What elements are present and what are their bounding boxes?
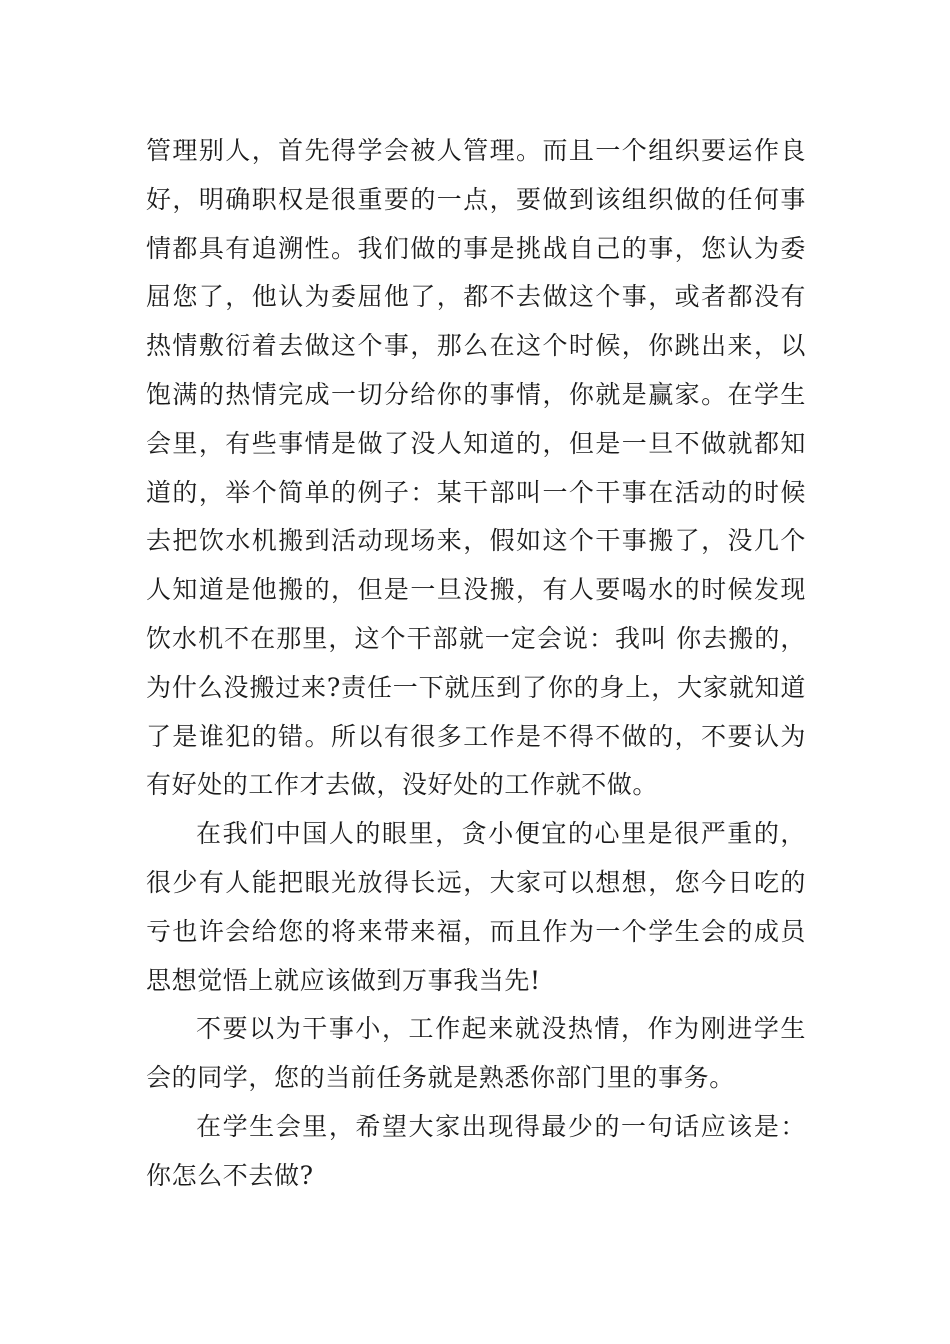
document-body (146, 127, 806, 1201)
paragraph-4: 在学生会里，希望大家出现得最少的一句话应该是：你怎么不去做? (146, 1111, 806, 1190)
paragraph-1: 管理别人，首先得学会被人管理。而且一个组织要运作良好，明确职权是很重要的一点，要做到该组织做的任何事情都具有追溯性。我们做的事是挑战自己的事，您认为委屈您了，他认为委屈他了，都不去做这个事，或者都没有热情敷衍着去做这个事，那么在这个时候，你跳出来，以饱满的热情完成一切分给你的事情，你就是赢家。在学生会里，有些事情是做了没人知道的，但是一旦不做就都知道的，举个简单的例子：某干部叫一个干事在活动的时候去把饮水机搬到活动现场来，假如这个干事搬了，没几个人知道是他搬的，但是一旦没搬，有人要喝水的时候发现饮水机不在那里，这个干部就一定会说：我叫 你去搬的，为什么没搬过来?责任一下就压到了你的身上，大家就知道了是谁犯的错。所以有很多工作是不得不做的，不要认为有好处的工作才去做，没好处的工作就不做。 (146, 136, 806, 800)
paragraph-3: 不要以为干事小，工作起来就没热情，作为刚进学生会的同学，您的当前任务就是熟悉你部门里的事务。 (146, 1014, 806, 1093)
paragraph-2: 在我们中国人的眼里，贪小便宜的心里是很严重的，很少有人能把眼光放得长远，大家可以想想，您今日吃的亏也许会给您的将来带来福，而且作为一个学生会的成员思想觉悟上就应该做到万事我当先! (146, 819, 806, 995)
